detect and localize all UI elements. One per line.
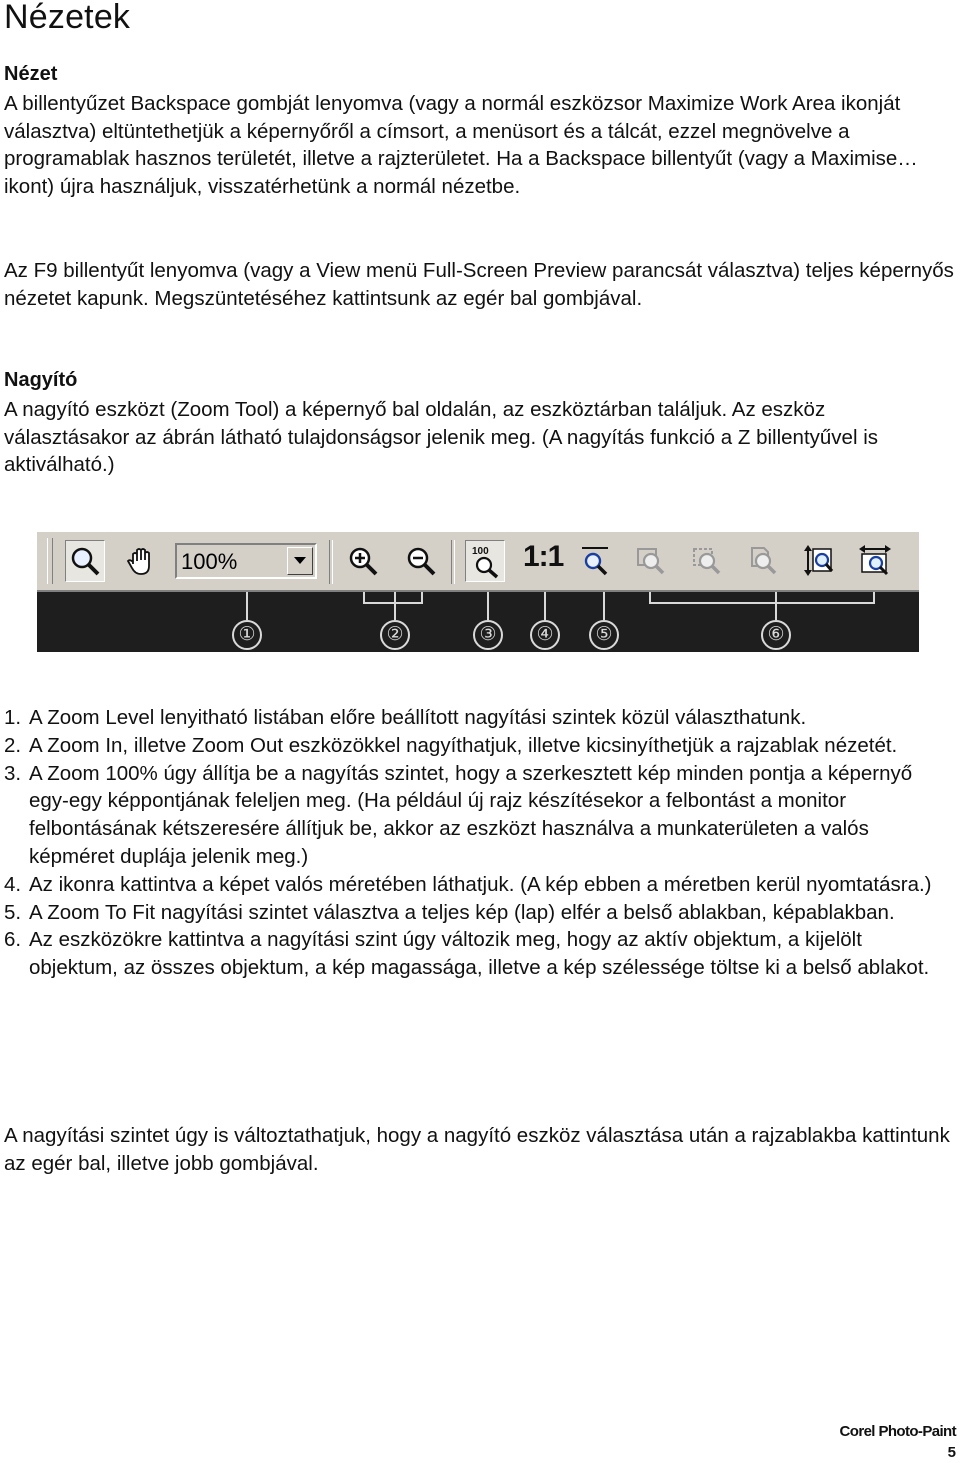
zoom-out-icon[interactable] xyxy=(401,540,441,582)
callout-line-2 xyxy=(394,592,396,620)
callout-line-1 xyxy=(246,592,248,620)
list-item: 5. A Zoom To Fit nagyítási szintet választva a teljes kép (lap) elfér a belső ablakban, képablakban. xyxy=(4,900,895,924)
chevron-down-icon[interactable] xyxy=(287,547,313,575)
callout-line-6 xyxy=(775,592,777,620)
zoom-tool-icon[interactable] xyxy=(65,540,105,582)
zoom-all-objects-icon[interactable] xyxy=(687,540,727,582)
page-title: Nézetek xyxy=(4,0,131,36)
zoom-level-value: 100% xyxy=(181,549,238,574)
section-heading-nagyito: Nagyító xyxy=(4,369,78,391)
zoom-property-bar xyxy=(37,532,919,592)
zoom-page-icon[interactable] xyxy=(743,540,783,582)
callout-bracket-2 xyxy=(363,592,423,604)
callout-1: ① xyxy=(232,620,262,650)
footer-title: Corel Photo-Paint xyxy=(839,1423,956,1440)
list-item: 2. A Zoom In, illetve Zoom Out eszközökkel nagyíthatjuk, illetve kicsinyíthetjük a rajzablak nézetét. xyxy=(4,733,898,757)
paragraph-nezet-2: Az F9 billentyűt lenyomva (vagy a View menü Full-Screen Preview parancsát választva) teljes képernyős nézetet kapunk. Megszüntetéséhez kattintsunk az egér bal gombjával. xyxy=(4,259,954,310)
toolbar-separator xyxy=(451,540,455,584)
paragraph-nezet-1: A billentyűzet Backspace gombját lenyomva (vagy a normál eszközsor Maximize Work Area ikonját választva) eltüntethetjük a képernyőről a címsort, a menüsort és a tálcát, ezzel megnövelve a programablak hasznos területét, illetve a rajzterületet. Ha a Backspace billentyűt (vagy a Maximise… ikont) újra használjuk, visszatérhetünk a normál nézetbe. xyxy=(4,92,918,198)
zoom-selected-icon[interactable] xyxy=(631,540,671,582)
numbered-list xyxy=(4,704,956,982)
callout-6: ⑥ xyxy=(761,620,791,650)
callout-3: ③ xyxy=(473,620,503,650)
closing-paragraph: A nagyítási szintet úgy is változtathatjuk, hogy a nagyító eszköz választása után a rajzablakba kattintunk az egér bal, illetve jobb gombjával. xyxy=(4,1124,950,1175)
callout-5: ⑤ xyxy=(589,620,619,650)
page-number: 5 xyxy=(947,1444,956,1461)
paragraph-nagyito: A nagyító eszközt (Zoom Tool) a képernyő bal oldalán, az eszköztárban találjuk. Az eszköz választásakor az ábrán látható tulajdonságsor jelenik meg. (A nagyítás funkció a Z billentyűvel is aktiválható.) xyxy=(4,398,879,476)
callout-4: ④ xyxy=(530,620,560,650)
actual-size-icon[interactable]: 1:1 xyxy=(523,540,564,573)
toolbar-grip[interactable] xyxy=(47,538,53,584)
zoom-toolbar-figure xyxy=(37,532,919,652)
zoom-100-icon[interactable] xyxy=(465,540,505,582)
svg-text:100: 100 xyxy=(472,546,489,557)
list-item: 4. Az ikonra kattintva a képet valós méretében láthatjuk. (A kép ebben a méretben kerül nyomtatásra.) xyxy=(4,872,932,896)
zoom-in-icon[interactable] xyxy=(343,540,383,582)
toolbar-separator xyxy=(329,540,333,584)
list-item: 6. Az eszközökre kattintva a nagyítási szint úgy változik meg, hogy az aktív objektum, a kijelölt objektum, az összes objektum, a kép magassága, illetve a kép szélessége töltse ki a belső ablakot. xyxy=(4,928,930,980)
callout-2: ② xyxy=(380,620,410,650)
callout-line-3 xyxy=(487,592,489,620)
zoom-level-select[interactable] xyxy=(175,543,317,579)
list-item: 3. A Zoom 100% úgy állítja be a nagyítás szintet, hogy a szerkesztett kép minden pontja a képernyő egy-egy képpontjának feleljen meg. (Ha például új rajz készítésekor a felbontást a monitor felbontásának kétszeresére állítjuk be, akkor az eszközt használva a munkaterületen a valós képméret duplája jelenik meg.) xyxy=(4,761,913,868)
list-item: 1. A Zoom Level lenyitható listában előre beállított nagyítási szintek közül választhatunk. xyxy=(4,706,807,729)
callout-bracket-6 xyxy=(649,592,875,604)
callout-line-4 xyxy=(544,592,546,620)
zoom-height-icon[interactable] xyxy=(799,540,839,582)
zoom-to-fit-icon[interactable] xyxy=(575,540,615,582)
section-heading-nezet: Nézet xyxy=(4,63,58,85)
pan-hand-icon[interactable] xyxy=(121,540,161,582)
callout-line-5 xyxy=(603,592,605,620)
zoom-width-icon[interactable] xyxy=(855,540,895,582)
